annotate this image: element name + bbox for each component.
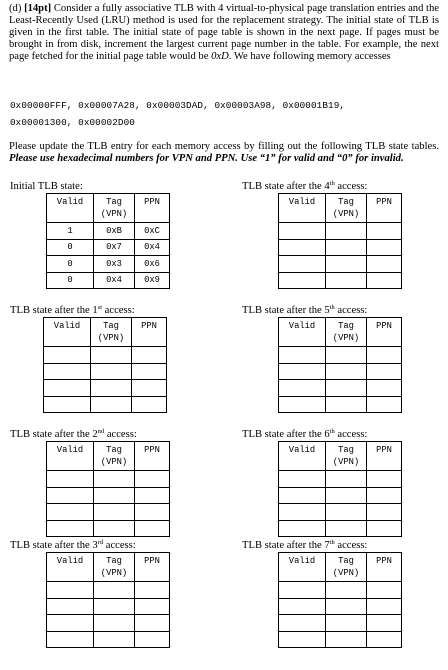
- ppn-header: PPN: [135, 194, 170, 223]
- valid-cell: 1: [47, 223, 94, 240]
- ppn-cell[interactable]: [135, 631, 170, 648]
- table-row: [47, 582, 170, 599]
- ppn-cell[interactable]: [132, 363, 167, 380]
- ppn-header: PPN: [132, 318, 167, 347]
- tag-cell[interactable]: [326, 598, 367, 615]
- tag-cell[interactable]: [326, 363, 367, 380]
- valid-cell[interactable]: [44, 347, 91, 364]
- table-row: [279, 380, 402, 397]
- tag-cell: 0x3: [94, 256, 135, 273]
- ppn-cell[interactable]: [367, 520, 402, 537]
- valid-cell[interactable]: [279, 598, 326, 615]
- tag-cell[interactable]: [326, 223, 367, 240]
- valid-cell[interactable]: [47, 631, 94, 648]
- problem-text-2: . We have following memory accesses: [228, 51, 391, 63]
- valid-cell[interactable]: [279, 239, 326, 256]
- table-row: [279, 256, 402, 273]
- tag-cell[interactable]: [91, 347, 132, 364]
- tag-header: Tag (VPN): [326, 553, 367, 582]
- valid-cell[interactable]: [279, 380, 326, 397]
- table-row: [47, 504, 170, 521]
- ppn-cell[interactable]: [135, 598, 170, 615]
- ppn-cell[interactable]: [367, 347, 402, 364]
- table-row: [279, 471, 402, 488]
- ppn-cell[interactable]: [367, 363, 402, 380]
- tag-header: Tag (VPN): [326, 194, 367, 223]
- tlb-after-5-label: TLB state after the 5th access:: [242, 304, 368, 316]
- valid-header: Valid: [44, 318, 91, 347]
- ppn-cell[interactable]: [367, 380, 402, 397]
- tlb-after-6-label: TLB state after the 6th access:: [242, 428, 368, 440]
- table-row: [47, 272, 170, 289]
- tag-header: Tag (VPN): [91, 318, 132, 347]
- tag-header: Tag (VPN): [94, 553, 135, 582]
- tag-cell: 0x7: [94, 239, 135, 256]
- table-row: [47, 487, 170, 504]
- ppn-cell[interactable]: [367, 239, 402, 256]
- tlb-after-1-table: [43, 317, 167, 413]
- table-row: [279, 223, 402, 240]
- table-row: [44, 396, 167, 413]
- tag-cell[interactable]: [326, 239, 367, 256]
- table-row: [47, 615, 170, 632]
- valid-cell[interactable]: [279, 487, 326, 504]
- accesses-line-1: 0x00000FFF, 0x00007A28, 0x00003DAD, 0x00003A98, 0x00001B19,: [10, 100, 346, 111]
- tag-header: Tag (VPN): [94, 442, 135, 471]
- tlb-after-4-table: [278, 193, 402, 289]
- ppn-header: PPN: [135, 553, 170, 582]
- tag-cell[interactable]: [326, 396, 367, 413]
- valid-header: Valid: [47, 194, 94, 223]
- initial-tlb-table: [46, 193, 170, 289]
- tag-cell[interactable]: [94, 504, 135, 521]
- valid-cell[interactable]: [44, 380, 91, 397]
- valid-header: Valid: [279, 442, 326, 471]
- valid-cell[interactable]: [279, 223, 326, 240]
- table-row: [47, 471, 170, 488]
- tag-cell: 0x4: [94, 272, 135, 289]
- tag-cell[interactable]: [94, 598, 135, 615]
- tag-cell[interactable]: [94, 582, 135, 599]
- tag-cell[interactable]: [326, 347, 367, 364]
- valid-cell[interactable]: [279, 631, 326, 648]
- valid-cell[interactable]: [279, 347, 326, 364]
- ppn-header: PPN: [367, 442, 402, 471]
- valid-cell: 0: [47, 256, 94, 273]
- valid-cell[interactable]: [279, 504, 326, 521]
- tag-cell[interactable]: [326, 615, 367, 632]
- valid-cell[interactable]: [279, 256, 326, 273]
- table-row: [47, 598, 170, 615]
- ppn-cell[interactable]: [135, 615, 170, 632]
- problem-part: (d): [9, 3, 22, 14]
- valid-header: Valid: [47, 442, 94, 471]
- initial-tlb-label: Initial TLB state:: [10, 181, 83, 192]
- tag-cell[interactable]: [94, 487, 135, 504]
- valid-cell[interactable]: [47, 598, 94, 615]
- valid-cell[interactable]: [44, 396, 91, 413]
- valid-cell[interactable]: [279, 363, 326, 380]
- valid-cell[interactable]: [279, 520, 326, 537]
- tag-cell[interactable]: [94, 471, 135, 488]
- ppn-cell[interactable]: [132, 396, 167, 413]
- ppn-cell: 0x9: [135, 272, 170, 289]
- tag-cell[interactable]: [91, 363, 132, 380]
- tlb-after-1-label: TLB state after the 1st access:: [10, 304, 135, 316]
- valid-cell: 0: [47, 272, 94, 289]
- tag-cell[interactable]: [94, 631, 135, 648]
- tlb-after-3-table: [46, 552, 170, 648]
- ppn-cell[interactable]: [367, 598, 402, 615]
- ppn-cell[interactable]: [135, 504, 170, 521]
- valid-header: Valid: [279, 553, 326, 582]
- tlb-after-3-label: TLB state after the 3rd access:: [10, 539, 136, 551]
- table-row: [279, 363, 402, 380]
- ppn-cell[interactable]: [135, 582, 170, 599]
- tag-cell[interactable]: [326, 504, 367, 521]
- problem-statement: [9, 3, 439, 63]
- accesses-line-2: 0x00001300, 0x00002D00: [10, 117, 135, 128]
- table-row: [44, 347, 167, 364]
- valid-cell[interactable]: [47, 487, 94, 504]
- ppn-cell[interactable]: [367, 272, 402, 289]
- valid-header: Valid: [279, 318, 326, 347]
- ppn-cell: 0x6: [135, 256, 170, 273]
- table-row: [279, 347, 402, 364]
- tag-header: Tag (VPN): [94, 194, 135, 223]
- valid-header: Valid: [279, 194, 326, 223]
- tag-cell[interactable]: [326, 582, 367, 599]
- tlb-after-7-label: TLB state after the 7th access:: [242, 539, 368, 551]
- tag-header: Tag (VPN): [326, 442, 367, 471]
- ppn-header: PPN: [367, 318, 402, 347]
- table-row: [279, 520, 402, 537]
- table-row: [279, 504, 402, 521]
- tlb-after-2-table: [46, 441, 170, 537]
- tag-header: Tag (VPN): [326, 318, 367, 347]
- tlb-after-6-table: [278, 441, 402, 537]
- valid-cell[interactable]: [279, 582, 326, 599]
- problem-points: [14pt]: [24, 3, 52, 14]
- ppn-cell[interactable]: [367, 631, 402, 648]
- tag-cell[interactable]: [326, 487, 367, 504]
- ppn-cell[interactable]: [367, 223, 402, 240]
- valid-cell[interactable]: [44, 363, 91, 380]
- table-row: [47, 631, 170, 648]
- ppn-cell[interactable]: [367, 396, 402, 413]
- tag-cell[interactable]: [91, 380, 132, 397]
- ppn-header: PPN: [367, 553, 402, 582]
- tlb-after-5-table: [278, 317, 402, 413]
- table-row: [44, 363, 167, 380]
- valid-header: Valid: [47, 553, 94, 582]
- valid-cell[interactable]: [47, 520, 94, 537]
- valid-cell[interactable]: [47, 582, 94, 599]
- valid-cell[interactable]: [279, 272, 326, 289]
- valid-cell[interactable]: [279, 471, 326, 488]
- ppn-header: PPN: [367, 194, 402, 223]
- tag-cell[interactable]: [326, 272, 367, 289]
- table-row: [47, 520, 170, 537]
- tag-cell[interactable]: [94, 520, 135, 537]
- tag-cell: 0xB: [94, 223, 135, 240]
- example-page: 0xD: [211, 51, 229, 63]
- table-row: [47, 223, 170, 240]
- valid-cell[interactable]: [47, 615, 94, 632]
- instructions: [9, 141, 439, 165]
- ppn-cell[interactable]: [367, 582, 402, 599]
- ppn-cell: 0x4: [135, 239, 170, 256]
- memory-accesses: [10, 97, 440, 131]
- ppn-cell[interactable]: [135, 520, 170, 537]
- ppn-cell[interactable]: [132, 380, 167, 397]
- instructions-text: Please update the TLB entry for each memory access by filling out the following TLB state tables.: [9, 141, 439, 152]
- valid-cell[interactable]: [279, 396, 326, 413]
- table-row: [279, 615, 402, 632]
- ppn-cell: 0xC: [135, 223, 170, 240]
- ppn-cell[interactable]: [367, 471, 402, 488]
- ppn-cell[interactable]: [367, 504, 402, 521]
- valid-cell[interactable]: [279, 615, 326, 632]
- tag-cell[interactable]: [326, 256, 367, 273]
- tag-cell[interactable]: [326, 631, 367, 648]
- tlb-after-7-table: [278, 552, 402, 648]
- tag-cell[interactable]: [94, 615, 135, 632]
- table-row: [279, 487, 402, 504]
- table-row: [44, 380, 167, 397]
- tag-cell[interactable]: [326, 471, 367, 488]
- table-row: [279, 272, 402, 289]
- table-row: [47, 239, 170, 256]
- valid-cell[interactable]: [47, 504, 94, 521]
- table-row: [279, 239, 402, 256]
- table-row: [47, 256, 170, 273]
- instructions-bold: Please use hexadecimal numbers for VPN and PPN. Use “1” for valid and “0” for invalid.: [9, 153, 404, 165]
- tag-cell[interactable]: [326, 520, 367, 537]
- ppn-cell[interactable]: [367, 487, 402, 504]
- table-row: [279, 396, 402, 413]
- ppn-cell[interactable]: [132, 347, 167, 364]
- tag-cell[interactable]: [91, 396, 132, 413]
- table-row: [279, 598, 402, 615]
- ppn-cell[interactable]: [367, 256, 402, 273]
- ppn-header: PPN: [135, 442, 170, 471]
- valid-cell[interactable]: [47, 471, 94, 488]
- ppn-cell[interactable]: [135, 471, 170, 488]
- tlb-after-2-label: TLB state after the 2nd access:: [10, 428, 137, 440]
- ppn-cell[interactable]: [135, 487, 170, 504]
- table-row: [279, 631, 402, 648]
- problem-text-1: Consider a fully associative TLB with 4 virtual-to-physical page translation entries and the Least-Recently Used (LRU) method is used for the replacement strategy. The initial state of TLB is given in the first table. The initial state of page table is shown in the next page. If pages must be brought in from disk, increment the largest current page number in the table. For example, the next page fetched for the initial page table would be: [9, 3, 439, 63]
- tlb-after-4-label: TLB state after the 4th access:: [242, 180, 368, 192]
- tag-cell[interactable]: [326, 380, 367, 397]
- valid-cell: 0: [47, 239, 94, 256]
- ppn-cell[interactable]: [367, 615, 402, 632]
- table-row: [279, 582, 402, 599]
